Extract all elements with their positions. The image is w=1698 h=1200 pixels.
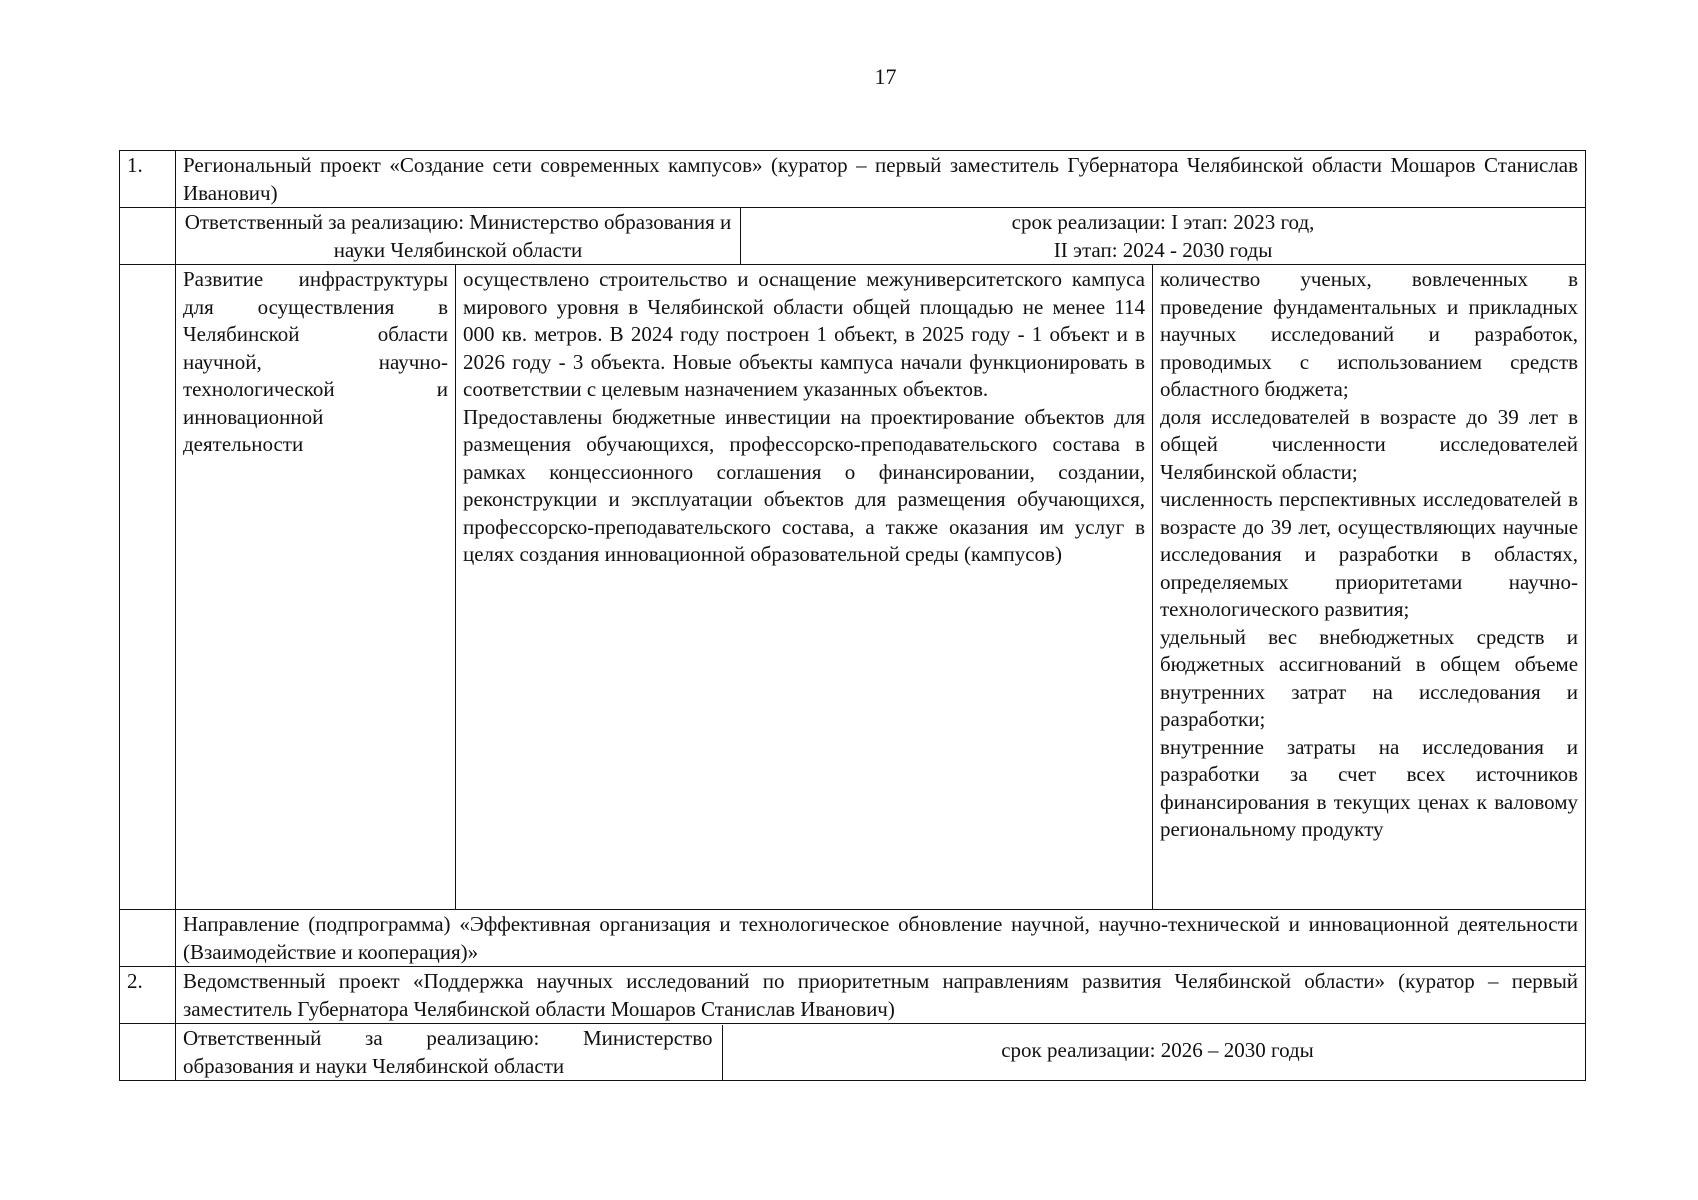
result-paragraph-1: осуществлено строительство и оснащение межуниверситетского кампуса мирового уровня в Челябинской области общей площадью не менее 114 000 кв. метров. В 2024 году построен 1 объект, в 2025 году - 1 объект и в 2026 году - 3 объекта. Новые объекты кампуса начали функционировать в соответствии с целевым назначением указанных объектов.: [463, 267, 1145, 401]
responsible-text-2: Ответственный за реализацию: Министерство образования и науки Челябинской области: [183, 1025, 722, 1080]
project-title-2: Ведомственный проект «Поддержка научных исследований по приоритетным направлениям развития Челябинской области» (куратор – первый заместитель Губернатора Челябинской области Мошаров Станислав Иванович): [176, 967, 1586, 1024]
indicators-cell: [1153, 265, 1586, 910]
result-cell: [456, 265, 1153, 910]
task-cell: Развитие инфраструктуры для осуществления в Челябинской области научной, научно-технологической и инновационной деятельности: [176, 265, 456, 910]
responsible-row-1: [120, 208, 1586, 265]
empty-num-cell: [120, 265, 176, 910]
indicator-5: внутренние затраты на исследования и разработки за счет всех источников финансирования в текущих ценах к валовому региональному продукту: [1160, 734, 1579, 841]
row-number-1: 1.: [120, 151, 176, 208]
direction-row: [120, 910, 1586, 967]
project-row-2: [120, 967, 1586, 1024]
empty-num-cell: [120, 910, 176, 967]
indicator-1: количество ученых, вовлеченных в проведение фундаментальных и прикладных научных исследований и разработок, проводимых с использованием средств областного бюджета;: [1160, 267, 1579, 401]
direction-text: Направление (подпрограмма) «Эффективная организация и технологическое обновление научной, научно-технической и инновационной деятельности (Взаимодействие и кооперация)»: [176, 910, 1586, 967]
indicator-4: удельный вес внебюджетных средств и бюджетных ассигнований в общем объеме внутренних затрат на исследования и разработки;: [1160, 624, 1579, 731]
task-row-1: [120, 265, 1586, 910]
indicator-2: доля исследователей в возрасте до 39 лет в общей численности исследователей Челябинской области;: [1160, 404, 1579, 484]
project-row-1: [120, 151, 1586, 208]
projects-table: [119, 150, 1586, 1081]
term-text-2: срок реализации: 2026 – 2030 годы: [1001, 1038, 1314, 1062]
indicator-3: численность перспективных исследователей в возрасте до 39 лет, осуществляющих научные исследования и разработки в областях, определяемых приоритетами научно-технологического развития;: [1160, 487, 1579, 621]
project-title-1: Региональный проект «Создание сети современных кампусов» (куратор – первый заместитель Губернатора Челябинской области Мошаров Станислав Иванович): [176, 151, 1586, 208]
page-number: 17: [874, 64, 897, 89]
row-number-2: 2.: [120, 967, 176, 1024]
responsible-cell-1: Ответственный за реализацию: Министерство образования и науки Челябинской области: [176, 208, 741, 265]
empty-num-cell: [120, 208, 176, 265]
empty-num-cell: [120, 1024, 176, 1081]
term-line-1: срок реализации: I этап: 2023 год,: [1011, 210, 1315, 234]
term-cell-1: [741, 208, 1586, 265]
result-paragraph-2: Предоставлены бюджетные инвестиции на проектирование объектов для размещения обучающихся, профессорско-преподавательского состава в рамках концессионного соглашения о финансировании, создании, реконструкции и эксплуатации объектов для размещения обучающихся, профессорско-преподавательского состава, а также оказания им услуг в целях создания инновационной образовательной среды (кампусов): [463, 404, 1145, 566]
term-line-2: II этап: 2024 - 2030 годы: [1053, 237, 1273, 262]
